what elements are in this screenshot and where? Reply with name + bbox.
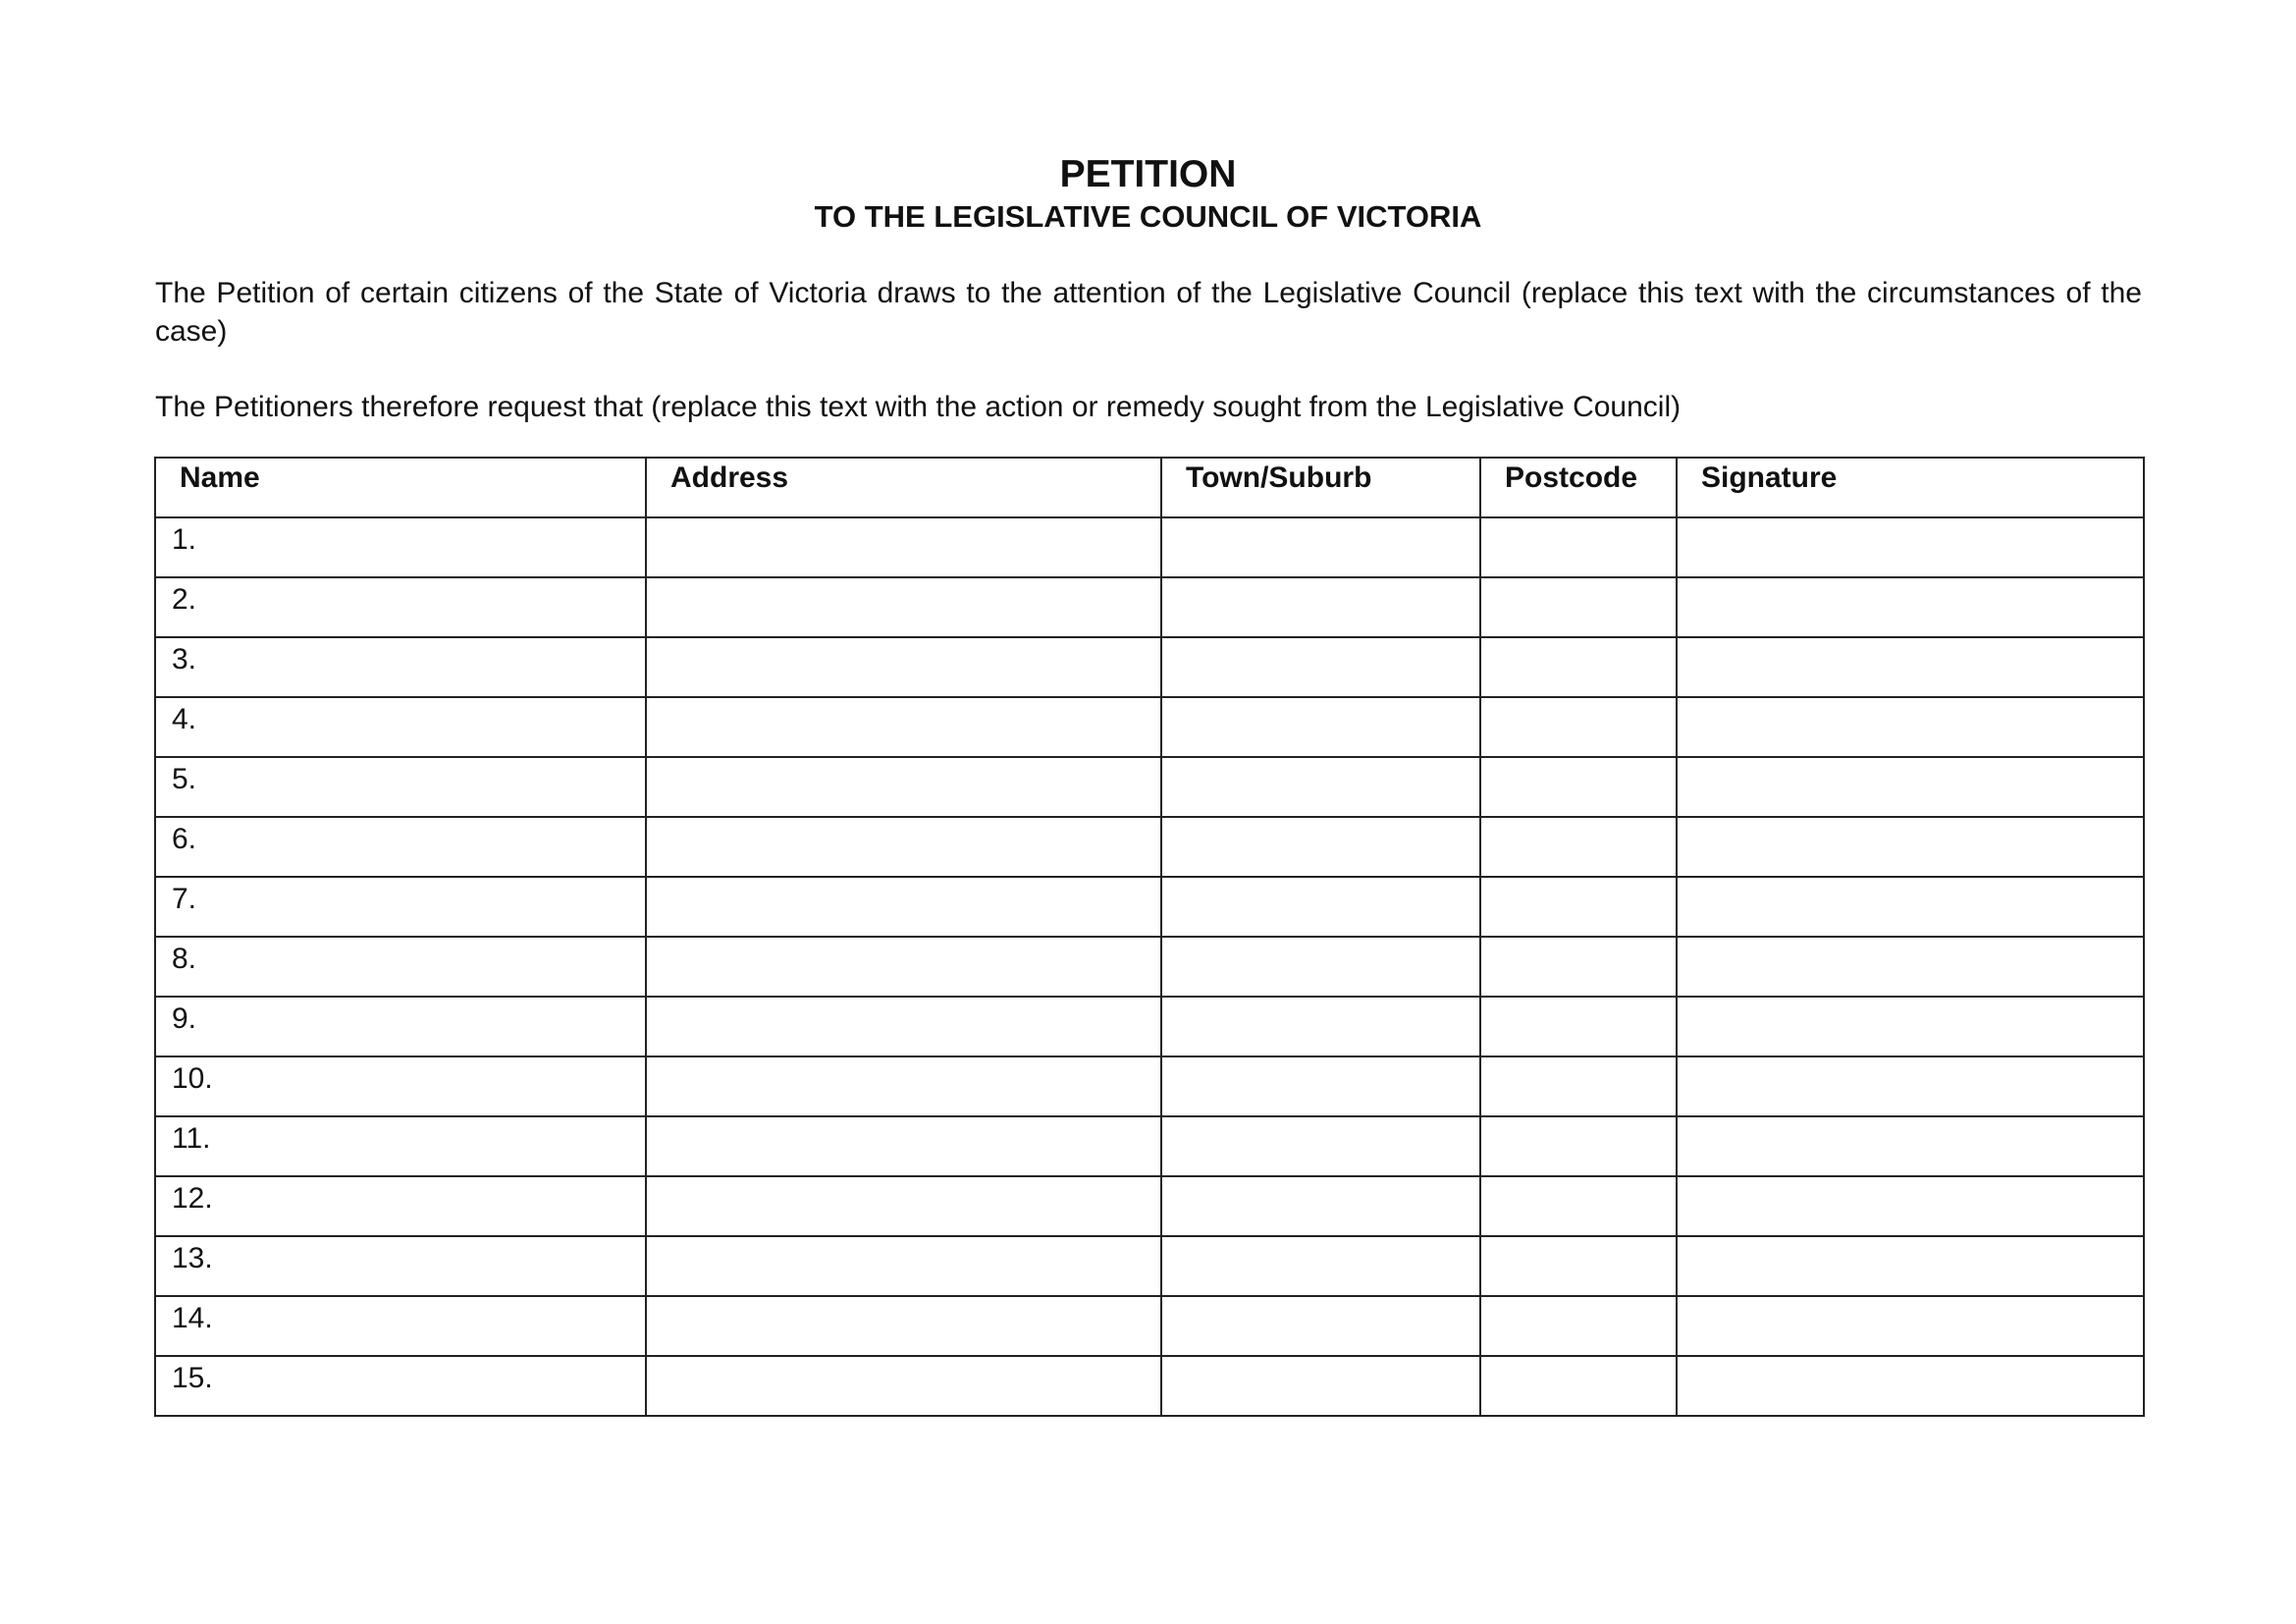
table-header-row <box>155 458 2144 517</box>
table-row <box>155 697 2144 757</box>
table-row <box>155 877 2144 937</box>
table-row <box>155 1296 2144 1356</box>
cell-address[interactable] <box>646 1176 1161 1236</box>
cell-signature[interactable] <box>1677 1356 2144 1416</box>
cell-name[interactable] <box>155 1176 646 1236</box>
table-row <box>155 577 2144 637</box>
cell-postcode[interactable] <box>1480 997 1677 1056</box>
cell-postcode[interactable] <box>1480 517 1677 577</box>
row-number: 13. <box>172 1242 213 1274</box>
row-number: 11. <box>172 1122 211 1155</box>
row-number: 3. <box>172 643 197 676</box>
cell-name[interactable] <box>155 817 646 877</box>
cell-postcode[interactable] <box>1480 1356 1677 1416</box>
cell-signature[interactable] <box>1677 997 2144 1056</box>
cell-signature[interactable] <box>1677 937 2144 997</box>
table-row <box>155 757 2144 817</box>
cell-postcode[interactable] <box>1480 1116 1677 1176</box>
cell-name[interactable] <box>155 757 646 817</box>
column-header-address: Address <box>646 458 1161 517</box>
cell-town[interactable] <box>1161 697 1480 757</box>
column-header-postcode: Postcode <box>1480 458 1677 517</box>
cell-signature[interactable] <box>1677 1236 2144 1296</box>
cell-town[interactable] <box>1161 937 1480 997</box>
table-row <box>155 817 2144 877</box>
column-header-name: Name <box>155 458 646 517</box>
cell-address[interactable] <box>646 1236 1161 1296</box>
cell-postcode[interactable] <box>1480 757 1677 817</box>
cell-town[interactable] <box>1161 1116 1480 1176</box>
cell-address[interactable] <box>646 1296 1161 1356</box>
cell-signature[interactable] <box>1677 1296 2144 1356</box>
cell-town[interactable] <box>1161 877 1480 937</box>
cell-address[interactable] <box>646 1116 1161 1176</box>
cell-postcode[interactable] <box>1480 1176 1677 1236</box>
cell-name[interactable] <box>155 1296 646 1356</box>
table-row <box>155 637 2144 697</box>
cell-postcode[interactable] <box>1480 1236 1677 1296</box>
cell-signature[interactable] <box>1677 697 2144 757</box>
cell-name[interactable] <box>155 937 646 997</box>
row-number: 2. <box>172 583 197 616</box>
column-header-signature: Signature <box>1677 458 2144 517</box>
petition-request-paragraph: The Petitioners therefore request that (replace this text with the action or remedy sought from the Legislative Council) <box>155 391 1682 423</box>
table-row <box>155 1236 2144 1296</box>
cell-name[interactable] <box>155 1116 646 1176</box>
cell-signature[interactable] <box>1677 517 2144 577</box>
cell-town[interactable] <box>1161 517 1480 577</box>
petition-circumstances-paragraph: The Petition of certain citizens of the State of Victoria draws to the attention of the Legislative Council (replace this text with the circumstances of the case) <box>155 277 2142 348</box>
cell-address[interactable] <box>646 517 1161 577</box>
cell-address[interactable] <box>646 937 1161 997</box>
cell-name[interactable] <box>155 577 646 637</box>
cell-name[interactable] <box>155 517 646 577</box>
cell-name[interactable] <box>155 1056 646 1116</box>
row-number: 15. <box>172 1362 213 1394</box>
cell-address[interactable] <box>646 817 1161 877</box>
cell-signature[interactable] <box>1677 1176 2144 1236</box>
cell-town[interactable] <box>1161 1356 1480 1416</box>
table-row <box>155 1056 2144 1116</box>
cell-postcode[interactable] <box>1480 1296 1677 1356</box>
cell-postcode[interactable] <box>1480 1056 1677 1116</box>
signature-table <box>154 457 2145 1417</box>
table-row <box>155 937 2144 997</box>
cell-address[interactable] <box>646 1356 1161 1416</box>
table-row <box>155 1176 2144 1236</box>
cell-signature[interactable] <box>1677 817 2144 877</box>
cell-town[interactable] <box>1161 577 1480 637</box>
page-subtitle: TO THE LEGISLATIVE COUNCIL OF VICTORIA <box>814 199 1482 234</box>
cell-name[interactable] <box>155 877 646 937</box>
signature-rows <box>155 517 2144 1416</box>
cell-signature[interactable] <box>1677 877 2144 937</box>
cell-signature[interactable] <box>1677 1056 2144 1116</box>
cell-name[interactable] <box>155 997 646 1056</box>
table-row <box>155 1116 2144 1176</box>
cell-town[interactable] <box>1161 1056 1480 1116</box>
cell-town[interactable] <box>1161 1296 1480 1356</box>
cell-town[interactable] <box>1161 1236 1480 1296</box>
table-row <box>155 997 2144 1056</box>
cell-address[interactable] <box>646 997 1161 1056</box>
row-number: 12. <box>172 1182 213 1215</box>
cell-postcode[interactable] <box>1480 577 1677 637</box>
row-number: 9. <box>172 1002 197 1035</box>
row-number: 1. <box>172 523 197 556</box>
cell-address[interactable] <box>646 637 1161 697</box>
page-title: PETITION <box>1059 153 1237 195</box>
cell-postcode[interactable] <box>1480 937 1677 997</box>
cell-postcode[interactable] <box>1480 697 1677 757</box>
row-number: 5. <box>172 763 197 795</box>
table-row <box>155 1356 2144 1416</box>
cell-address[interactable] <box>646 757 1161 817</box>
cell-name[interactable] <box>155 1236 646 1296</box>
cell-postcode[interactable] <box>1480 877 1677 937</box>
cell-postcode[interactable] <box>1480 817 1677 877</box>
row-number: 6. <box>172 823 197 855</box>
cell-town[interactable] <box>1161 997 1480 1056</box>
cell-signature[interactable] <box>1677 1116 2144 1176</box>
cell-name[interactable] <box>155 637 646 697</box>
table-row <box>155 517 2144 577</box>
row-number: 14. <box>172 1302 213 1334</box>
cell-address[interactable] <box>646 1056 1161 1116</box>
row-number: 7. <box>172 883 197 915</box>
row-number: 8. <box>172 943 197 975</box>
row-number: 10. <box>172 1062 213 1095</box>
cell-town[interactable] <box>1161 817 1480 877</box>
cell-address[interactable] <box>646 697 1161 757</box>
cell-postcode[interactable] <box>1480 637 1677 697</box>
cell-name[interactable] <box>155 1356 646 1416</box>
cell-signature[interactable] <box>1677 757 2144 817</box>
row-number: 4. <box>172 703 197 735</box>
cell-address[interactable] <box>646 577 1161 637</box>
cell-town[interactable] <box>1161 637 1480 697</box>
cell-town[interactable] <box>1161 1176 1480 1236</box>
cell-signature[interactable] <box>1677 637 2144 697</box>
cell-name[interactable] <box>155 697 646 757</box>
column-header-town-suburb: Town/Suburb <box>1161 458 1480 517</box>
cell-signature[interactable] <box>1677 577 2144 637</box>
cell-address[interactable] <box>646 877 1161 937</box>
cell-town[interactable] <box>1161 757 1480 817</box>
